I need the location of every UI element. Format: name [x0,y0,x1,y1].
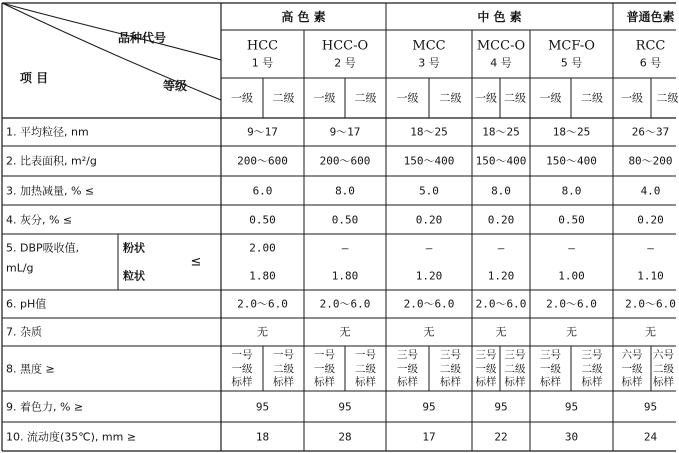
row-9-value-2: 17 [422,430,436,443]
product-code-2: MCC [412,38,446,54]
blackness-sample-8: 三号 [540,348,561,361]
row-1-value-2: 150～400 [403,154,455,168]
blackness-sample-4: 三号 [397,348,418,361]
blackness-sample-9: 三号 [581,348,603,361]
blackness-sample-8: 一级 [540,362,561,375]
blackness-sample-0: 一号 [231,348,253,361]
blackness-sample-3: 一号 [355,348,376,361]
row-3-value-3: 0.20 [487,213,515,226]
product-code-3: MCC-O [476,38,526,54]
blackness-sample-11: 二级 [653,362,674,375]
row-label-7: 8. 黑度 ≥ [6,362,55,375]
dbp-granule-value-0: 1.80 [249,269,276,283]
blackness-sample-9: 二级 [581,362,603,375]
blackness-sample-3: 标样 [355,375,376,388]
row-9-value-3: 22 [494,430,508,443]
row-5-value-5: 2.0～6.0 [625,297,676,311]
grade-1-5: 一级 [621,91,643,105]
group-label-0: 高 色 素 [281,10,326,24]
row-8-value-1: 95 [338,400,352,413]
blackness-sample-1: 一号 [273,348,294,361]
item-label: 项 目 [19,71,49,85]
product-number-4: 5 号 [560,56,583,70]
row-label-6: 7. 杂质 [6,325,42,339]
blackness-sample-4: 标样 [397,375,418,388]
row-label-1: 2. 比表面积, m²/g [6,154,97,168]
row-3-value-4: 0.50 [558,213,585,226]
grade-2-3: 二级 [504,91,526,105]
row-3-value-5: 0.20 [637,213,664,226]
blackness-sample-5: 三号 [440,348,461,361]
dbp-granule-value-1: 1.80 [331,269,359,283]
dbp-powder-value-2: — [425,241,433,255]
blackness-sample-3: 二级 [355,362,376,375]
row-label-unit: mL/g [6,261,34,275]
product-number-2: 3 号 [418,56,440,70]
grade-2-2: 二级 [439,91,462,105]
blackness-sample-9: 标样 [581,375,603,388]
grade-2-1: 二级 [354,91,377,105]
header-diagonal-1 [2,3,221,60]
blackness-sample-10: 标样 [621,375,643,388]
grade-1-3: 一级 [475,91,497,105]
row-8-value-4: 95 [564,400,579,413]
product-number-3: 4 号 [490,56,512,70]
grade-1-4: 一级 [539,91,562,105]
blackness-sample-8: 标样 [540,375,561,388]
blackness-sample-11: 六号 [653,348,674,361]
row-2-value-2: 5.0 [419,184,439,197]
dbp-powder-value-0: 2.00 [249,241,276,255]
blackness-sample-4: 一级 [397,362,418,375]
row-label-3: 4. 灰分, % ≤ [6,213,73,226]
row-label-8: 9. 着色力, % ≥ [6,400,84,413]
row-5-value-0: 2.0～6.0 [237,297,288,311]
dbp-powder-value-3: — [497,241,505,255]
row-label-4: 5. DBP吸收值, [6,241,80,255]
blackness-sample-1: 标样 [273,375,294,388]
grade-label: 等级 [162,79,188,93]
row-0-value-5: 26～37 [631,125,670,139]
dbp-powder-value-5: — [647,241,654,255]
blackness-sample-1: 二级 [273,362,294,375]
row-0-value-1: 9～17 [329,125,361,139]
grade-2-4: 二级 [581,91,603,105]
row-8-value-2: 95 [422,400,436,413]
dbp-granule-label: 粒状 [123,269,145,283]
grade-2-5: 二级 [656,91,679,105]
row-label-5: 6. pH值 [6,297,47,311]
dbp-granule-value-5: 1.10 [637,269,664,283]
row-5-value-1: 2.0～6.0 [319,297,371,311]
blackness-sample-5: 二级 [440,362,461,375]
row-0-value-3: 18～25 [482,125,520,139]
row-2-value-4: 8.0 [561,184,582,197]
dbp-granule-value-4: 1.00 [558,269,585,283]
dbp-granule-value-2: 1.20 [415,269,443,283]
row-2-value-3: 8.0 [491,184,511,197]
grade-1-2: 一级 [396,91,419,105]
row-0-value-4: 18～25 [552,125,591,139]
blackness-sample-7: 二级 [504,362,526,375]
dbp-powder-value-1: — [341,241,349,255]
group-label-1: 中 色 素 [477,10,522,24]
row-label-9: 10. 流动度(35℃), mm ≥ [6,430,137,443]
dbp-powder-value-4: — [568,241,575,255]
dbp-powder-label: 粉状 [123,241,145,255]
row-label-2: 3. 加热减量, % ≤ [6,184,95,197]
row-1-value-0: 200～600 [237,154,288,168]
row-9-value-1: 28 [338,430,352,443]
product-number-1: 2 号 [334,56,356,70]
product-code-1: HCC-O [321,38,369,54]
row-6-value-1: 无 [339,325,351,339]
dbp-granule-value-3: 1.20 [487,269,515,283]
variety-code-label: 品种代号 [117,31,167,45]
row-8-value-5: 95 [643,400,658,413]
row-3-value-2: 0.20 [415,213,443,226]
row-3-value-1: 0.50 [331,213,359,226]
dbp-sign: ≤ [190,254,202,270]
row-9-value-5: 24 [643,430,658,443]
blackness-sample-6: 三号 [475,348,497,361]
grade-2-0: 二级 [272,91,295,105]
row-2-value-1: 8.0 [335,184,355,197]
row-6-value-2: 无 [423,325,435,339]
row-5-value-3: 2.0～6.0 [475,297,527,311]
row-6-value-3: 无 [495,325,507,339]
group-label-2: 普通色素 [626,10,675,24]
row-5-value-4: 2.0～6.0 [546,297,597,311]
product-code-5: RCC [635,38,666,54]
product-code-4: MCF-O [548,38,595,54]
blackness-sample-11: 标样 [653,375,674,388]
row-label-0: 1. 平均粒径, nm [6,125,89,139]
row-8-value-0: 95 [255,400,270,413]
row-0-value-2: 18～25 [410,125,448,139]
row-9-value-0: 18 [255,430,270,443]
row-2-value-0: 6.0 [252,184,273,197]
row-8-value-3: 95 [494,400,508,413]
row-2-value-5: 4.0 [640,184,661,197]
row-1-value-1: 200～600 [319,154,371,168]
row-6-value-0: 无 [257,325,268,339]
row-9-value-4: 30 [564,430,579,443]
product-number-5: 6 号 [639,56,662,70]
blackness-sample-10: 六号 [621,348,643,361]
blackness-sample-7: 标样 [504,375,526,388]
row-0-value-0: 9～17 [247,125,278,139]
grade-1-0: 一级 [231,91,253,105]
blackness-sample-2: 一号 [314,348,335,361]
row-1-value-4: 150～400 [546,154,597,168]
row-6-value-4: 无 [566,325,577,339]
product-code-0: HCC [246,38,279,54]
row-3-value-0: 0.50 [249,213,276,226]
row-6-value-5: 无 [645,325,656,339]
row-1-value-5: 80～200 [628,154,673,168]
row-1-value-3: 150～400 [475,154,527,168]
blackness-sample-2: 标样 [314,375,335,388]
blackness-sample-5: 标样 [440,375,461,388]
blackness-sample-10: 一级 [621,362,643,375]
product-number-0: 1 号 [251,56,274,70]
blackness-sample-7: 三号 [504,348,526,361]
blackness-sample-0: 一级 [231,362,253,375]
blackness-sample-0: 标样 [231,375,253,388]
row-5-value-2: 2.0～6.0 [403,297,455,311]
blackness-sample-2: 一级 [314,362,335,375]
blackness-sample-6: 标样 [475,375,497,388]
grade-1-1: 一级 [313,91,336,105]
blackness-sample-6: 一级 [475,362,497,375]
